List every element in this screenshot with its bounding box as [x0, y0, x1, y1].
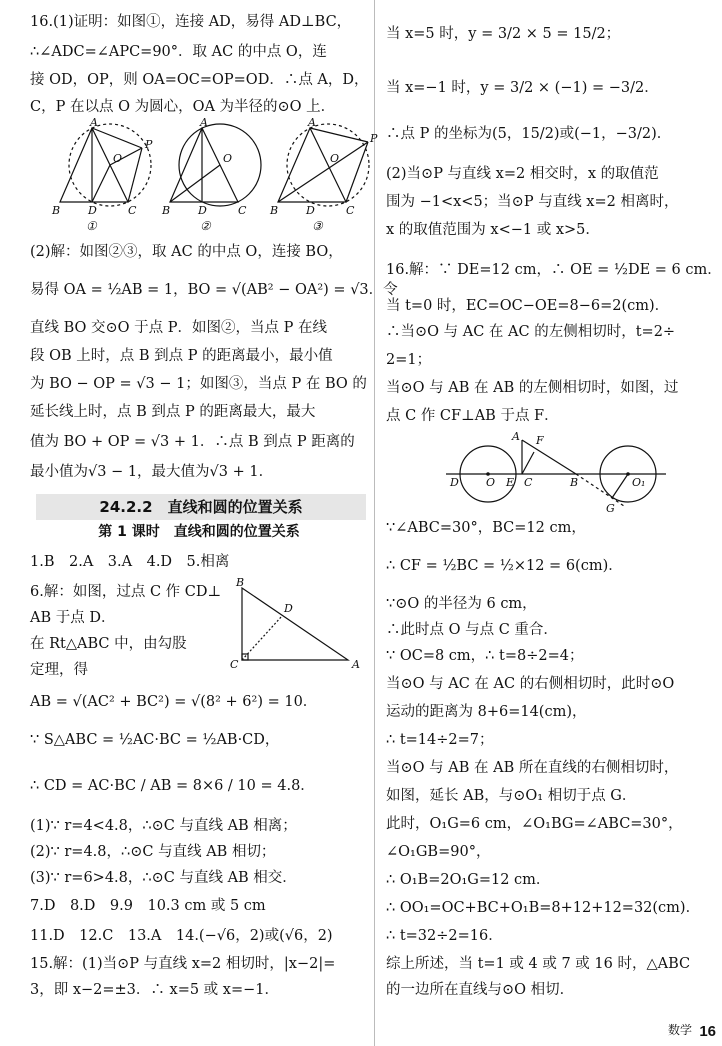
label-B: B: [570, 476, 579, 489]
text-line: ∴ O₁B=2O₁G=12 cm．: [386, 872, 551, 888]
figure-3: [278, 124, 369, 206]
fig-label-3: ③: [312, 219, 323, 233]
label-A: A: [512, 430, 520, 443]
text-line: 最小值为√3 − 1，最大值为√3 + 1．: [30, 464, 274, 480]
label-P: P: [145, 138, 153, 151]
text-line: (2)解：如图②③，取 AC 的中点 O，连接 BO，: [30, 244, 343, 260]
text-line: 为 BO − OP = √3 − 1；如图③，当点 P 在 BO 的: [30, 376, 367, 392]
label-C: C: [230, 658, 239, 671]
label-O1: O₁: [632, 476, 646, 489]
label-O: O: [113, 152, 123, 165]
label-A: A: [90, 116, 98, 129]
text-line: ∠O₁GB=90°，: [386, 844, 491, 860]
label-E: E: [506, 476, 515, 489]
text-line: ∴∠ADC=∠APC=90°．取 AC 的中点 O，连: [30, 44, 327, 60]
figure-2: [170, 124, 261, 206]
text-line: ∴此时点 O 与点 C 重合．: [386, 622, 558, 638]
text-line: 直线 BO 交⊙O 于点 P．如图②，当点 P 在线: [30, 320, 328, 336]
text-line: 6.解：如图，过点 C 作 CD⊥: [30, 584, 222, 600]
text-line: 3，即 x−2=±3．∴ x=5 或 x=−1．: [30, 982, 279, 998]
text-line: (1)∵ r=4<4.8，∴⊙C 与直线 AB 相离；: [30, 818, 297, 834]
fig-label-1: ①: [86, 219, 97, 233]
figure-triangle-abc: [230, 578, 368, 670]
text-line: 当⊙O 与 AB 在 AB 所在直线的右侧相切时，: [386, 760, 679, 776]
text-line: 综上所述，当 t=1 或 4 或 7 或 16 时，△ABC: [386, 956, 691, 972]
label-D: D: [284, 602, 293, 615]
text-line: 接 OD，OP，则 OA=OC=OP=OD．∴点 A，D，: [30, 72, 369, 88]
text-line: 围为 −1<x<5；当⊙P 与直线 x=2 相离时，: [386, 194, 679, 210]
figure-group-123: [50, 116, 378, 235]
label-D: D: [198, 204, 207, 217]
text-line: 1.B 2.A 3.A 4.D 5.相离: [30, 554, 230, 570]
text-line: 点 C 作 CF⊥AB 于点 F．: [386, 408, 559, 424]
text-line: ∴ t=32÷2=16．: [386, 928, 503, 944]
section-title: 24.2.2 直线和圆的位置关系: [36, 494, 366, 520]
text-line: 此时，O₁G=6 cm，∠O₁BG=∠ABC=30°，: [386, 816, 683, 832]
text-line: (2)当⊙P 与直线 x=2 相交时，x 的取值范: [386, 166, 659, 182]
label-B: B: [162, 204, 171, 217]
text-line: 7.D 8.D 9.9 10.3 cm 或 5 cm: [30, 898, 266, 914]
label-P: P: [370, 132, 378, 145]
text-line: ∴当⊙O 与 AC 在 AC 的左侧相切时，t=2÷: [386, 324, 676, 340]
subject-label: 数学: [667, 1023, 692, 1037]
lesson-title: 第 1 课时 直线和圆的位置关系: [98, 524, 300, 540]
label-F: F: [536, 434, 544, 447]
text-line: 易得 OA = ½AB = 1，BO = √(AB² − OA²) = √3．令: [30, 282, 398, 298]
label-G: G: [606, 502, 615, 515]
label-B: B: [270, 204, 279, 217]
text-line: 当 x=5 时，y = 3/2 × 5 = 15/2；: [386, 26, 621, 42]
text-line: 15.解：(1)当⊙P 与直线 x=2 相切时，|x−2|=: [30, 956, 336, 972]
label-B: B: [236, 576, 245, 589]
label-O: O: [486, 476, 496, 489]
text-line: 的一边所在直线与⊙O 相切．: [386, 982, 575, 998]
text-line: 当⊙O 与 AB 在 AB 的左侧相切时，如图，过: [386, 380, 679, 396]
label-D: D: [450, 476, 459, 489]
text-line: 16.解：∵ DE=12 cm，∴ OE = ½DE = 6 cm．: [386, 262, 722, 278]
text-line: ∵ OC=8 cm，∴ t=8÷2=4；: [386, 648, 584, 664]
label-O: O: [223, 152, 233, 165]
label-D: D: [88, 204, 97, 217]
text-line: 在 Rt△ABC 中，由勾股: [30, 636, 187, 652]
text-line: ∵∠ABC=30°，BC=12 cm，: [386, 520, 586, 536]
figure-1: [60, 124, 151, 206]
label-C: C: [346, 204, 355, 217]
page-number: 16: [699, 1023, 716, 1040]
label-A: A: [308, 116, 316, 129]
label-A: A: [200, 116, 208, 129]
label-B: B: [52, 204, 61, 217]
figure-moving-circle: [446, 430, 666, 516]
text-line: ∴ t=14÷2=7；: [386, 732, 494, 748]
text-line: 11.D 12.C 13.A 14.(−√6，2)或(√6，2): [30, 928, 333, 944]
text-line: 当 t=0 时，EC=OC−OE=8−6=2(cm)．: [386, 298, 670, 314]
text-line: 当⊙O 与 AC 在 AC 的右侧相切时，此时⊙O: [386, 676, 675, 692]
text-line: ∵ S△ABC = ½AC·BC = ½AB·CD，: [30, 732, 280, 748]
text-line: x 的取值范围为 x<−1 或 x>5．: [386, 222, 600, 238]
text-line: ∴点 P 的坐标为(5，15/2)或(−1，−3/2)．: [386, 126, 672, 142]
text-line: AB 于点 D．: [30, 610, 116, 626]
label-C: C: [128, 204, 137, 217]
label-O: O: [330, 152, 340, 165]
text-line: ∴ CF = ½BC = ½×12 = 6(cm)．: [386, 558, 623, 574]
text-line: 段 OB 上时，点 B 到点 P 的距离最小，最小值: [30, 348, 333, 364]
text-line: 如图，延长 AB，与⊙O₁ 相切于点 G．: [386, 788, 637, 804]
text-line: ∴ OO₁=OC+BC+O₁B=8+12+12=32(cm)．: [386, 900, 701, 916]
label-C: C: [524, 476, 533, 489]
label-C: C: [238, 204, 247, 217]
text-line: 运动的距离为 8+6=14(cm)，: [386, 704, 587, 720]
text-line: ∴ CD = AC·BC / AB = 8×6 / 10 = 4.8．: [30, 778, 315, 794]
text-line: (2)∵ r=4.8，∴⊙C 与直线 AB 相切；: [30, 844, 276, 860]
text-line: AB = √(AC² + BC²) = √(8² + 6²) = 10．: [30, 694, 318, 710]
text-line: 定理，得: [30, 662, 88, 678]
text-line: 当 x=−1 时，y = 3/2 × (−1) = −3/2．: [386, 80, 659, 96]
label-A: A: [352, 658, 360, 671]
label-D: D: [306, 204, 315, 217]
text-line: (3)∵ r=6>4.8，∴⊙C 与直线 AB 相交．: [30, 870, 297, 886]
fig-label-2: ②: [200, 219, 211, 233]
text-line: 延长线上时，点 B 到点 P 的距离最大，最大: [30, 404, 316, 420]
text-line: C，P 在以点 O 为圆心，OA 为半径的⊙O 上．: [30, 99, 336, 115]
text-line: ∵⊙O 的半径为 6 cm，: [386, 596, 537, 612]
text-line: 16.(1)证明：如图①，连接 AD，易得 AD⊥BC，: [30, 14, 352, 30]
text-line: 值为 BO + OP = √3 + 1．∴点 B 到点 P 距离的: [30, 434, 355, 450]
text-line: 2=1；: [386, 352, 432, 368]
column-divider: [374, 0, 375, 1046]
